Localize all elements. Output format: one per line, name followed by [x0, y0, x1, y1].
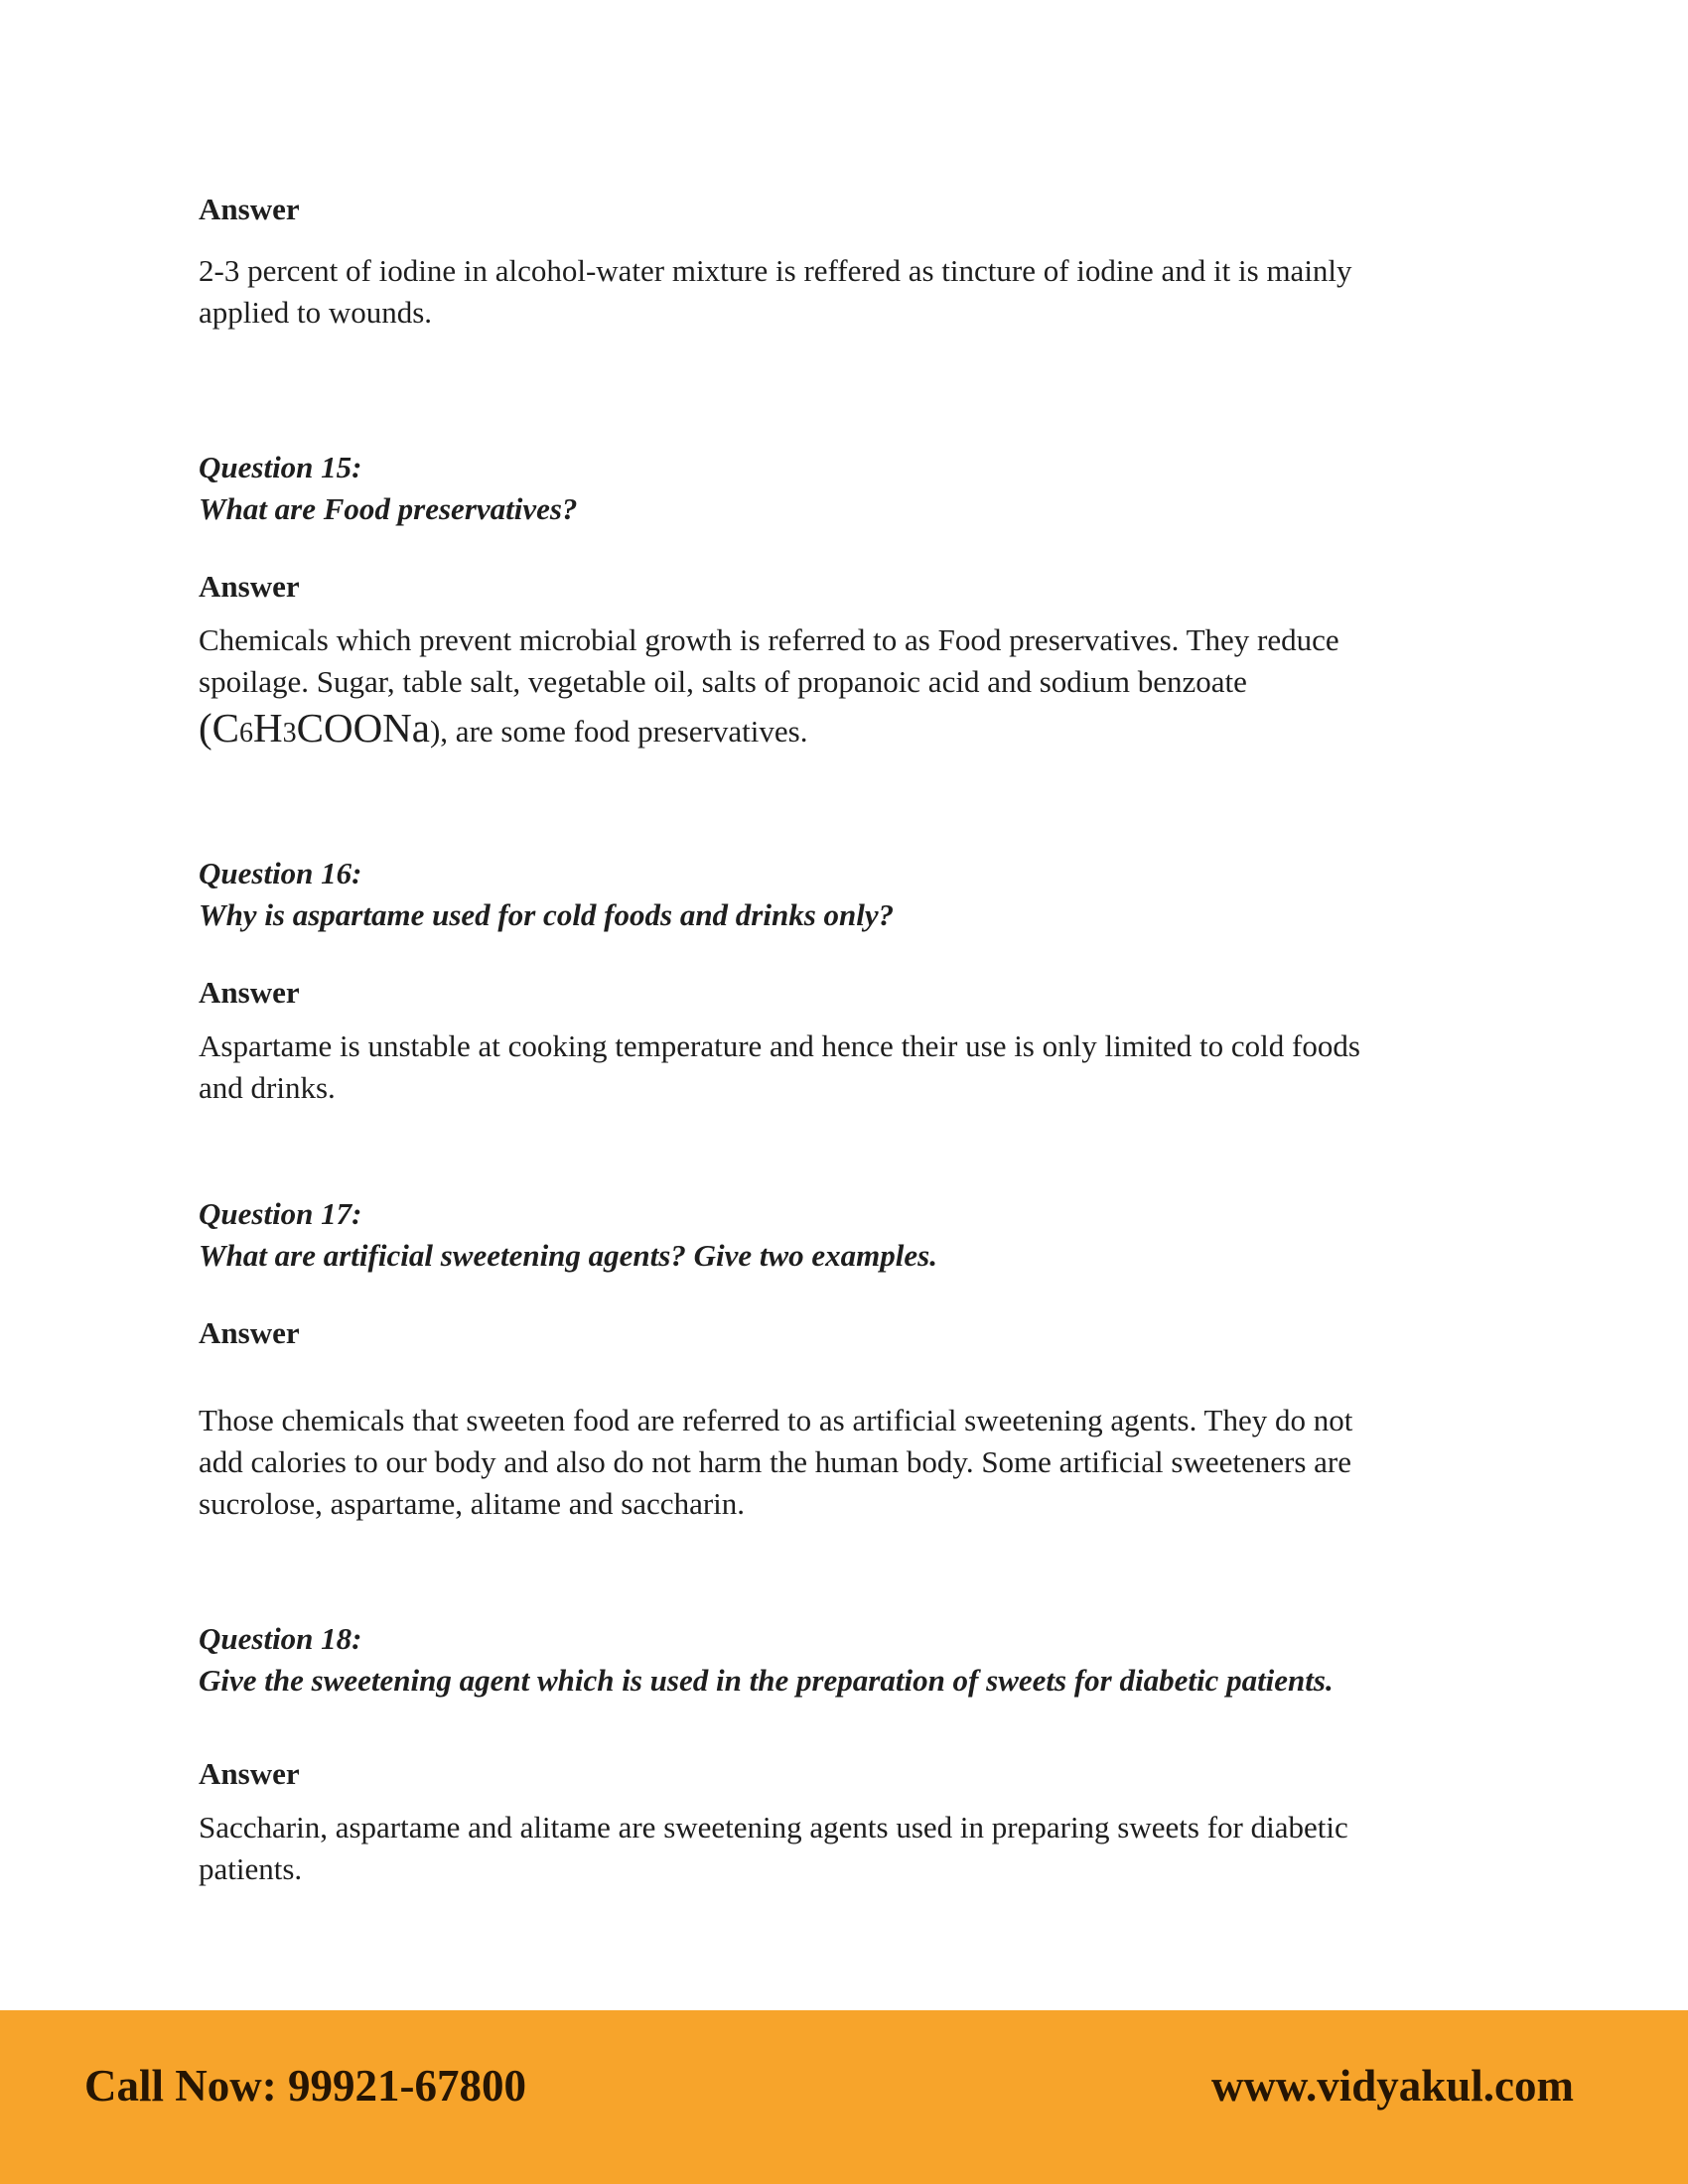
question-15-heading	[199, 447, 1569, 530]
question-16-heading	[199, 853, 1569, 936]
question-16-label: Question 16:	[199, 856, 362, 890]
answer-text-line: spoilage. Sugar, table salt, vegetable oil, salts of propanoic acid and sodium benzoate	[199, 664, 1247, 699]
answer-heading: Answer	[199, 975, 300, 1010]
formula-open: (C	[199, 705, 239, 751]
answer-text-line: sucrolose, aspartame, alitame and saccharin.	[199, 1486, 746, 1521]
answer-text-line: Aspartame is unstable at cooking temperature and hence their use is only limited to cold foods	[199, 1028, 1360, 1063]
formula-subscript: 6	[239, 718, 253, 749]
answer-14-section	[199, 0, 1569, 334]
answer-text-line: 2-3 percent of iodine in alcohol-water mixture is reffered as tincture of iodine and it is mainly	[199, 253, 1352, 288]
answer-paragraph	[199, 619, 1569, 758]
content-area	[199, 0, 1569, 1890]
formula-mid: COONa	[296, 705, 430, 751]
answer-text-line: Those chemicals that sweeten food are referred to as artificial sweetening agents. They do not	[199, 1403, 1353, 1437]
answer-paragraph	[199, 1807, 1569, 1890]
answer-text-line: Saccharin, aspartame and alitame are sweetening agents used in preparing sweets for diabetic	[199, 1810, 1348, 1844]
answer-heading: Answer	[199, 192, 300, 226]
answer-paragraph	[199, 1400, 1569, 1525]
question-18-text: Give the sweetening agent which is used in the preparation of sweets for diabetic patients.	[199, 1663, 1334, 1698]
question-16-text: Why is aspartame used for cold foods and drinks only?	[199, 897, 895, 932]
question-15-text: What are Food preservatives?	[199, 491, 578, 526]
answer-heading: Answer	[199, 569, 300, 604]
question-17-section	[199, 1193, 1569, 1525]
question-17-text: What are artificial sweetening agents? Give two examples.	[199, 1238, 937, 1273]
question-15-label: Question 15:	[199, 450, 362, 484]
answer-paragraph	[199, 1025, 1569, 1109]
answer-text-line: and drinks.	[199, 1070, 336, 1105]
formula-mid: H	[253, 705, 283, 751]
question-17-heading	[199, 1193, 1569, 1277]
footer-bar	[0, 2010, 1688, 2184]
question-18-heading	[199, 1618, 1569, 1702]
question-18-section	[199, 1618, 1569, 1890]
footer-phone: Call Now: 99921-67800	[84, 2061, 526, 2111]
question-17-label: Question 17:	[199, 1196, 362, 1231]
footer-website: www.vidyakul.com	[1210, 2061, 1574, 2111]
formula-tail: ), are some food preservatives.	[429, 714, 808, 749]
answer-heading: Answer	[199, 1756, 300, 1791]
chemical-formula-line	[199, 703, 1569, 758]
question-18-label: Question 18:	[199, 1621, 362, 1656]
formula-subscript: 3	[282, 718, 297, 749]
answer-text-line: applied to wounds.	[199, 295, 433, 330]
answer-text-line: add calories to our body and also do not harm the human body. Some artificial sweeteners are	[199, 1444, 1352, 1479]
answer-text-line: patients.	[199, 1851, 303, 1886]
question-16-section	[199, 853, 1569, 1109]
answer-heading: Answer	[199, 1315, 300, 1350]
answer-paragraph	[199, 250, 1569, 334]
answer-text-line: Chemicals which prevent microbial growth is referred to as Food preservatives. They reduce	[199, 622, 1339, 657]
question-15-section	[199, 447, 1569, 758]
